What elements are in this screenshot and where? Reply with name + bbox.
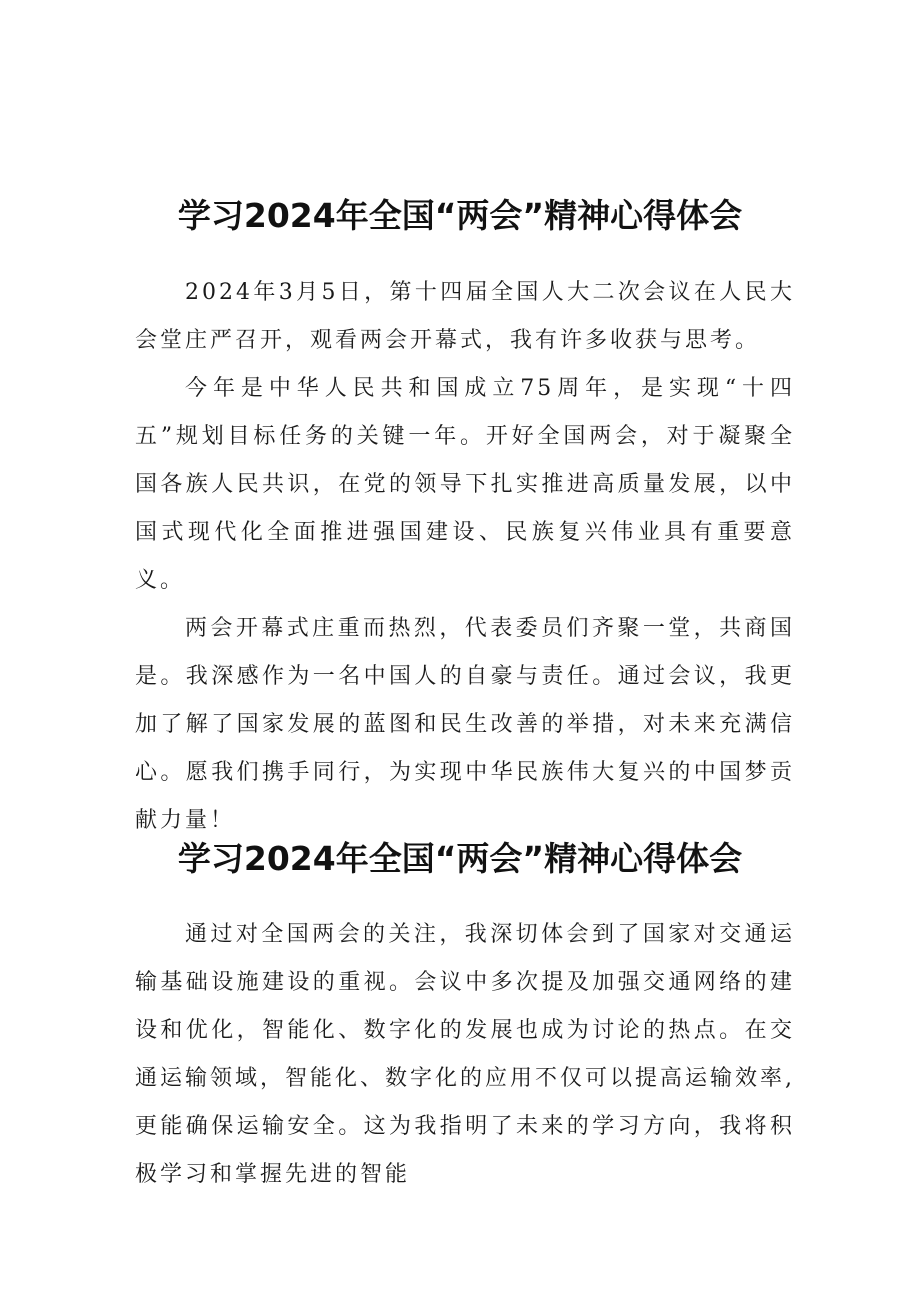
- article-2-title: 学习2024年全国“两会”精神心得体会: [177, 839, 743, 879]
- article-1-paragraph-3: 两会开幕式庄重而热烈，代表委员们齐聚一堂，共商国是。我深感作为一名中国人的自豪与责任。通过会议，我更加了解了国家发展的蓝图和民生改善的举措，对未来充满信心。愿我们携手同行，为实现中华民族伟大复兴的中国梦贡献力量！: [135, 616, 795, 833]
- article-1-paragraph-2: 今年是中华人民共和国成立75周年，是实现“十四五”规划目标任务的关键一年。开好全国两会，对于凝聚全国各族人民共识，在党的领导下扎实推进高质量发展，以中国式现代化全面推进强国建设、民族复兴伟业具有重要意义。: [135, 376, 795, 593]
- article-2-paragraph-1: 通过对全国两会的关注，我深切体会到了国家对交通运输基础设施建设的重视。会议中多次提及加强交通网络的建设和优化，智能化、数字化的发展也成为讨论的热点。在交通运输领域，智能化、数字化的应用不仅可以提高运输效率,更能确保运输安全。这为我指明了未来的学习方向，我将积极学习和掌握先进的智能: [135, 922, 795, 1187]
- article-1-paragraph-1: 2024年3月5日，第十四届全国人大二次会议在人民大会堂庄严召开，观看两会开幕式，我有许多收获与思考。: [135, 280, 795, 353]
- article-1-title: 学习2024年全国“两会”精神心得体会: [177, 196, 743, 236]
- article-1-body: [135, 269, 795, 845]
- article-2-body: [135, 911, 795, 1199]
